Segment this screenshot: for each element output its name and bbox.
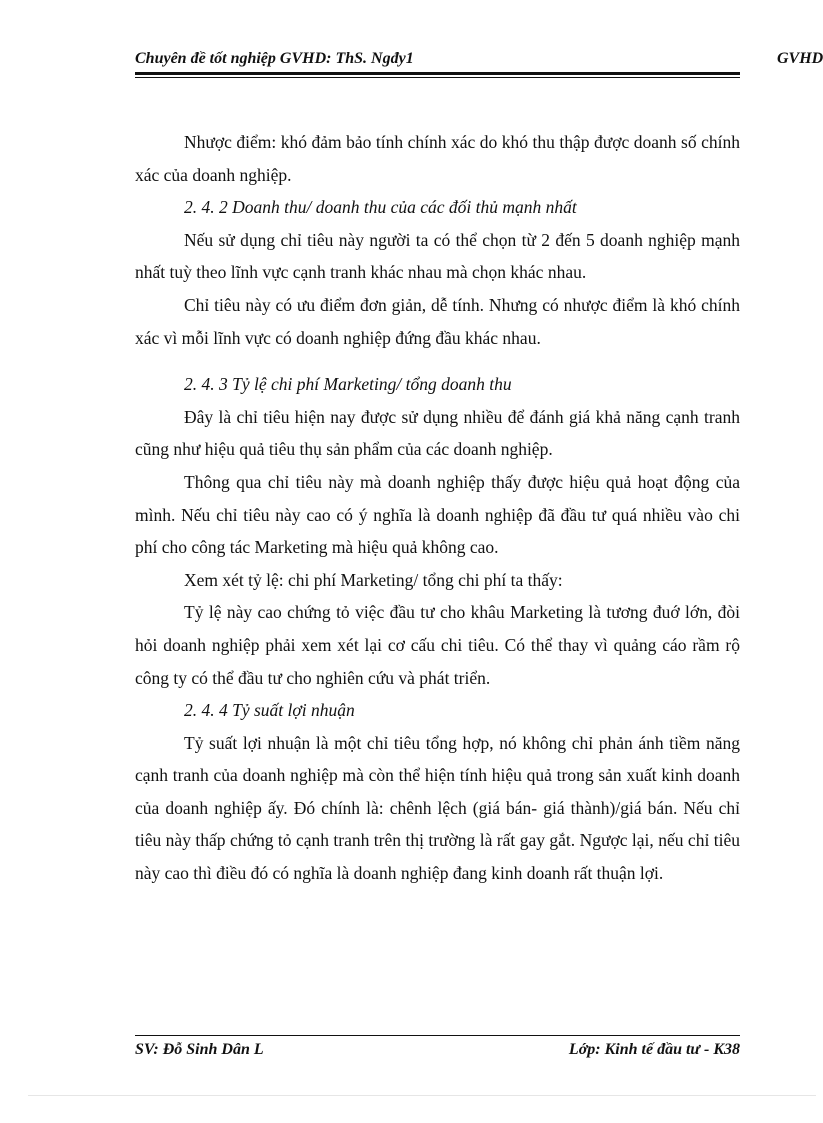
- paragraph-marketing-effectiveness: Thông qua chỉ tiêu này mà doanh nghiệp thấy được hiệu quả hoạt động của mình. Nếu chỉ tiêu này cao có ý nghĩa là doanh nghiệp đã đầu tư quá nhiều vào chi phí cho công tác Marketing mà hiệu quả không cao.: [135, 471, 740, 558]
- paragraph-marketing-investment: Tỷ lệ này cao chứng tỏ việc đầu tư cho khâu Marketing là tương đuớ lớn, đòi hỏi doanh nghiệp phải xem xét lại cơ cấu chi tiêu. Có thể thay vì quảng cáo rầm rộ công ty có thể đầu tư cho nghiên cứu và phát triển.: [135, 602, 740, 688]
- paragraph-advantage: Chỉ tiêu này có ưu điểm đơn giản, dễ tính. Nhưng có nhược điểm là khó chính xác vì mỗi lĩnh vực có doanh nghiệp đứng đầu khác nhau.: [135, 294, 740, 348]
- paragraph-marketing-ratio: Đây là chỉ tiêu hiện nay được sử dụng nhiều để đánh giá khả năng cạnh tranh cũng như hiệu quả tiêu thụ sản phẩm của các doanh nghiệp.: [135, 406, 740, 460]
- header-right-label: GVHD: [777, 50, 823, 67]
- header-rule-thin: [135, 77, 740, 78]
- section-heading-2-4-2: 2. 4. 2 Doanh thu/ doanh thu của các đối thủ mạnh nhất: [184, 197, 577, 218]
- footer-class: Lớp: Kinh tế đầu tư - K38: [568, 1041, 740, 1058]
- section-heading-2-4-4: 2. 4. 4 Tỷ suất lợi nhuận: [184, 700, 355, 721]
- paragraph-marketing-cost-ratio: Xem xét tỷ lệ: chi phí Marketing/ tổng chi phí ta thấy:: [184, 569, 563, 590]
- page-bottom-edge: [28, 1095, 816, 1096]
- header-rule-thick: [135, 72, 740, 75]
- section-heading-2-4-3: 2. 4. 3 Tỷ lệ chi phí Marketing/ tổng doanh thu: [184, 374, 512, 395]
- paragraph-revenue-competitors: Nếu sử dụng chỉ tiêu này người ta có thể chọn từ 2 đến 5 doanh nghiệp mạnh nhất tuỳ theo lĩnh vực cạnh tranh khác nhau mà chọn khác nhau.: [135, 229, 740, 283]
- page-header: [135, 50, 823, 74]
- paragraph-disadvantage: Nhược điểm: khó đảm bảo tính chính xác do khó thu thập được doanh số chính xác của doanh nghiệp.: [135, 132, 740, 185]
- paragraph-profit-margin: Tỷ suất lợi nhuận là một chỉ tiêu tổng hợp, nó không chỉ phản ánh tiềm năng cạnh tranh của doanh nghiệp mà còn thể hiện tính hiệu quả trong sản xuất kinh doanh của doanh nghiệp ấy. Đó chính là: chênh lệch (giá bán- giá thành)/giá bán. Nếu chỉ tiêu này thấp chứng tỏ cạnh tranh trên thị trường là rất gay gắt. Ngược lại, nếu chỉ tiêu này cao thì điều đó có nghĩa là doanh nghiệp đang kinh doanh rất thuận lợi.: [135, 732, 740, 884]
- header-title: Chuyên đề tốt nghiệp GVHD: ThS. Ngđy1: [135, 50, 414, 67]
- document-body: [135, 126, 740, 890]
- footer-student: SV: Đỗ Sinh Dân L: [135, 1041, 264, 1058]
- footer-rule: [135, 1035, 740, 1036]
